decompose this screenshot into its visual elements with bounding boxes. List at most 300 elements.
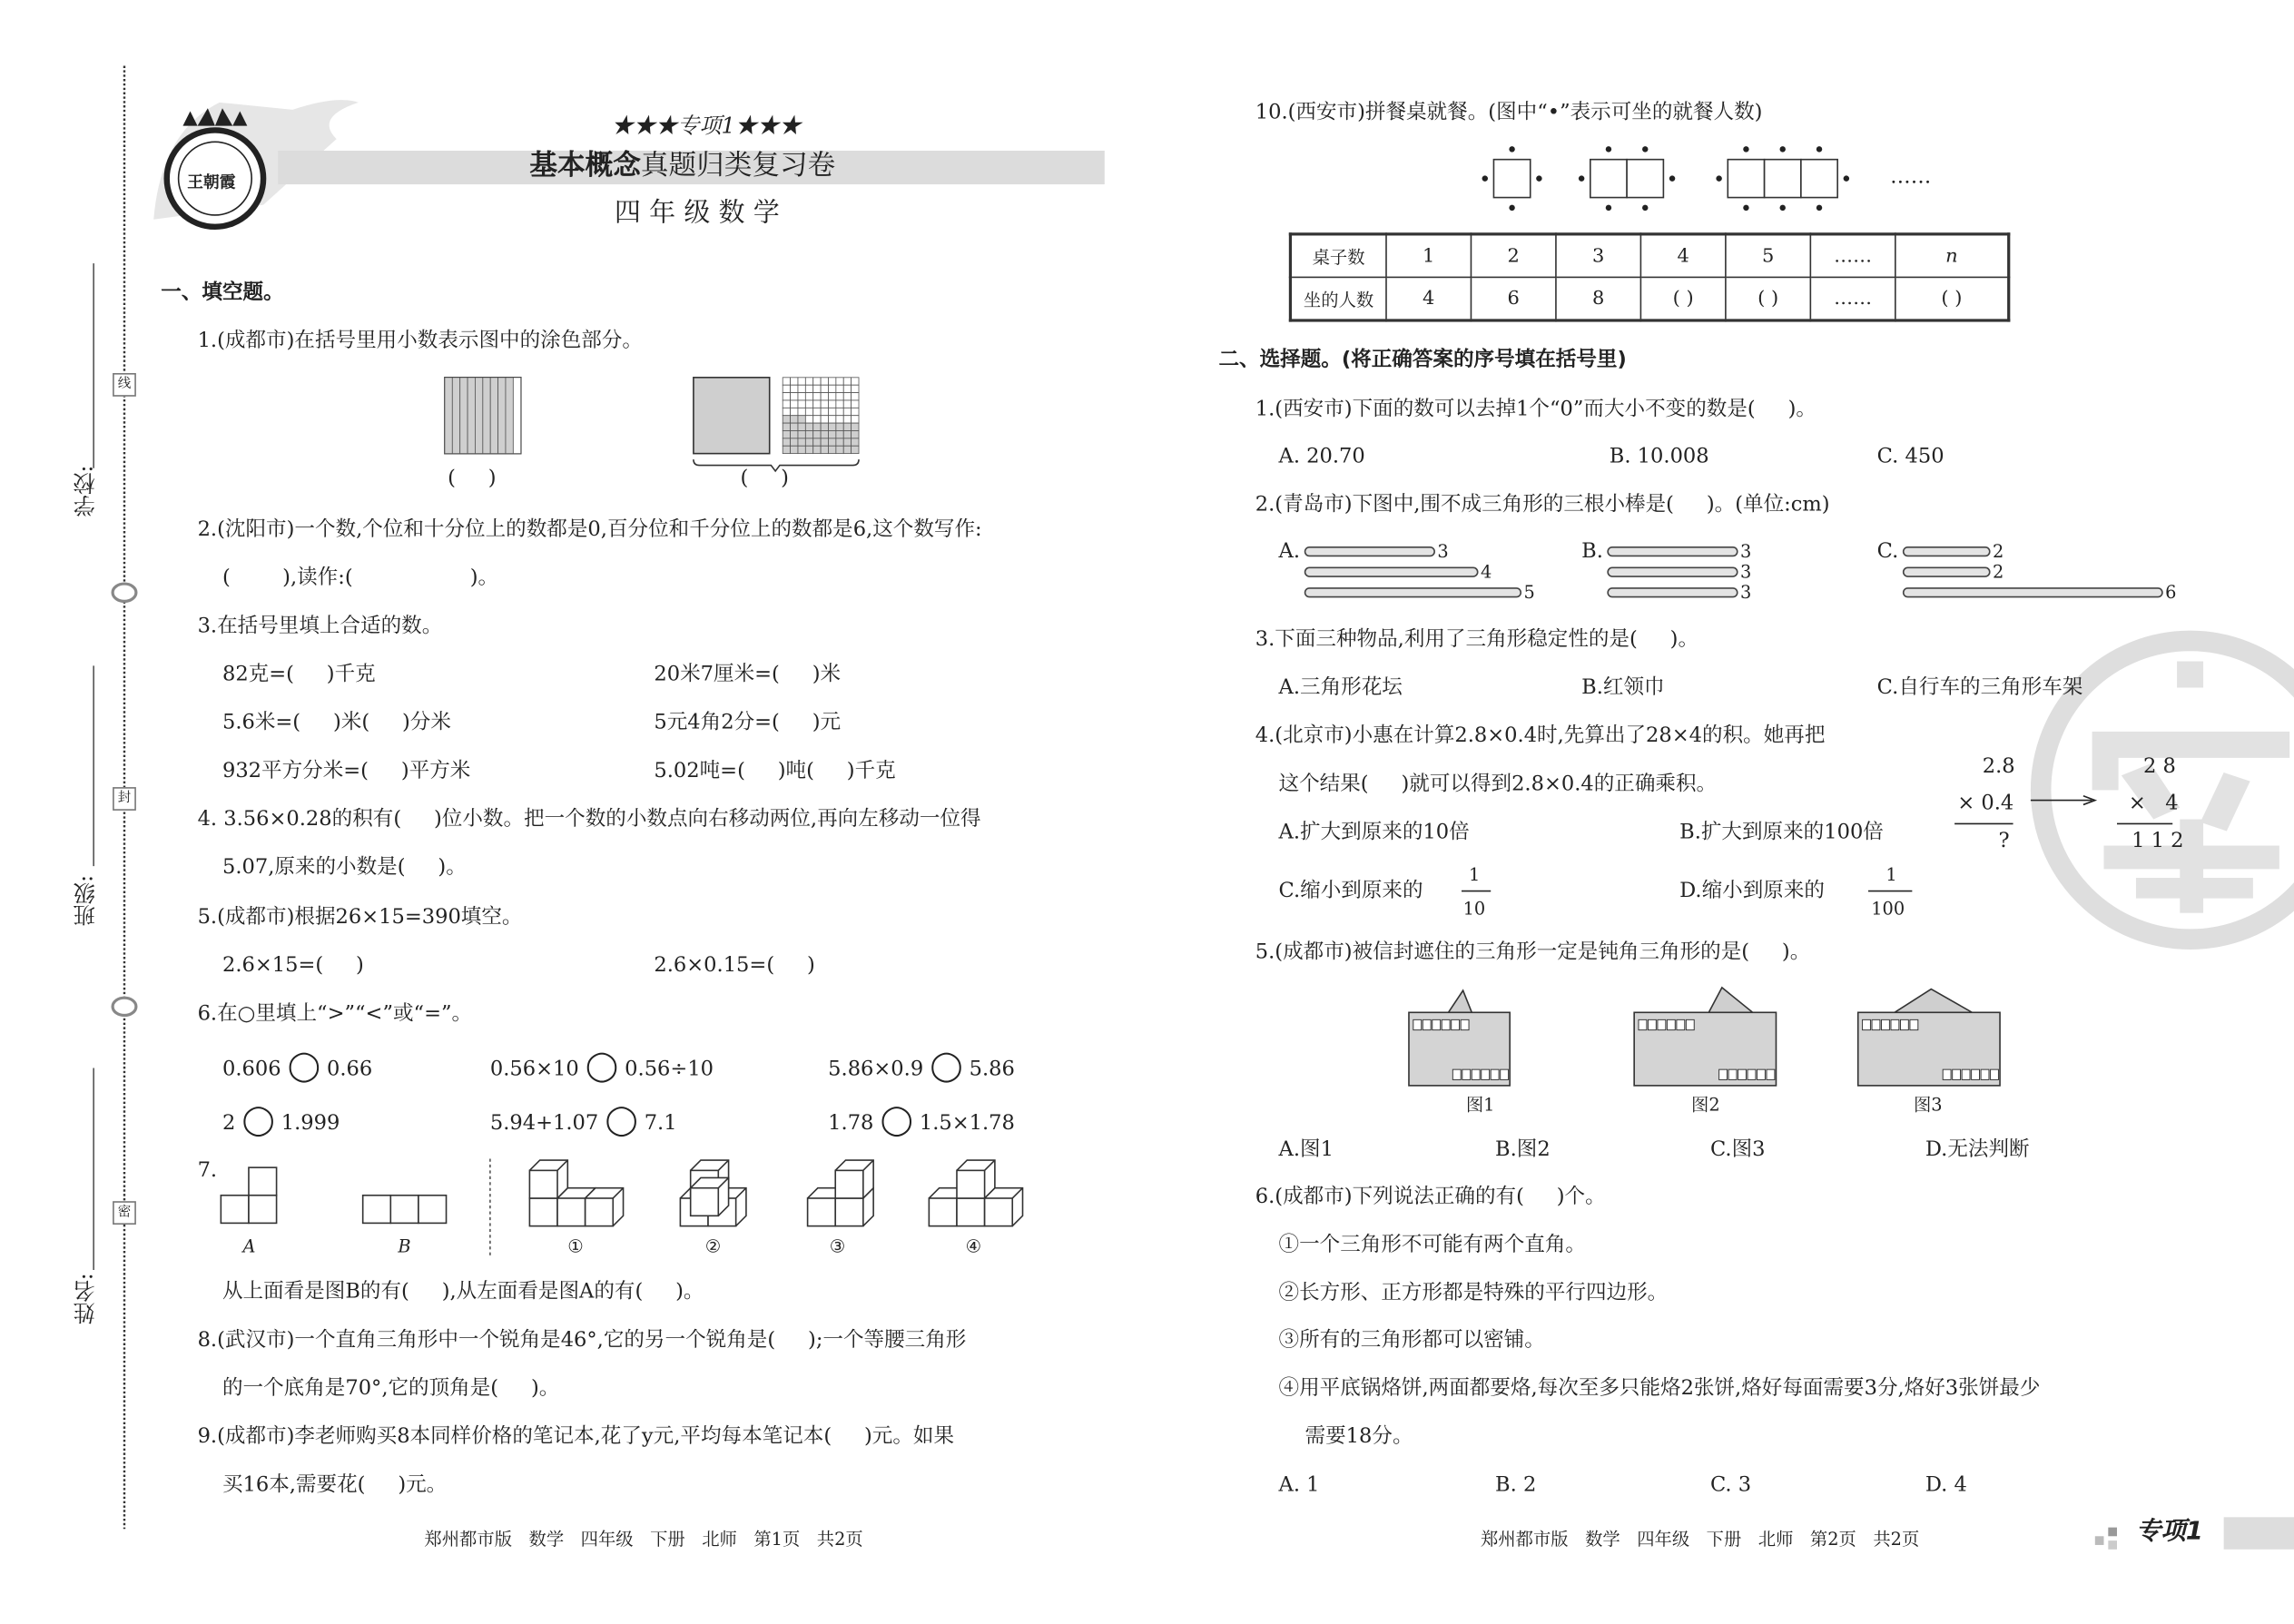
answer-circle[interactable]: ◯: [930, 1047, 963, 1083]
full-square: [694, 378, 770, 454]
grid-cell: [813, 446, 821, 453]
q7-label: B: [398, 1235, 411, 1257]
option: A.扩大到原来的10倍: [1278, 821, 1470, 844]
postcode-box: [1423, 1019, 1431, 1029]
seal-mark: 封: [113, 787, 136, 811]
grid-cell: [821, 400, 828, 408]
cube: [957, 1198, 985, 1226]
grid-cell: [805, 446, 812, 453]
option: C.图3: [1709, 1137, 1766, 1162]
question-2: 2.(沈阳市)一个数,个位和十分位上的数都是0,百分位和千分位上的数都是6,这个数写作:: [197, 517, 982, 542]
grid-cell: [828, 385, 835, 392]
seal-mark: 密: [113, 1201, 136, 1225]
postcode-box: [1900, 1019, 1908, 1029]
comparison-item: [222, 1101, 340, 1137]
grid-cell: [852, 423, 859, 430]
table-cell: 桌子数: [1290, 234, 1386, 278]
grid-cell: [798, 446, 805, 453]
stick-length: 4: [1480, 561, 1492, 583]
question-1: 1.(成都市)在括号里用小数表示图中的涂色部分。: [197, 329, 643, 353]
stick: [1904, 567, 1990, 576]
footer-right: 郑州都市版 数学 四年级 下册 北师 第2页 共2页: [1480, 1529, 1920, 1550]
comparison-left: 5.94+1.07: [489, 1111, 605, 1136]
stick: [1904, 588, 2162, 597]
fraction-numerator: 1: [1469, 864, 1481, 886]
answer-circle[interactable]: ◯: [605, 1101, 638, 1137]
seal-mark: 线: [113, 373, 136, 397]
grid-cell: [791, 430, 798, 438]
seat-dot: [1844, 175, 1849, 181]
postcode-box: [1910, 1019, 1918, 1029]
postcode-box: [1953, 1069, 1961, 1079]
section-multiple-choice: 二、选择题。(将正确答案的序号填在括号里): [1218, 348, 1627, 372]
option: B.扩大到原来的100倍: [1679, 821, 1884, 844]
seat-dot: [1780, 146, 1786, 152]
fraction-numerator: 1: [1885, 864, 1897, 886]
grid-cell: [783, 400, 790, 408]
grid-cell: [836, 430, 843, 438]
postcode-box: [1658, 1019, 1666, 1029]
postcode-box: [1972, 1069, 1980, 1079]
logo-text: 王朝霞: [187, 172, 236, 192]
grid-cell: [843, 393, 851, 400]
table-cell: 6: [1471, 277, 1555, 320]
postcode-box: [1648, 1019, 1656, 1029]
comparison-left: 2: [222, 1111, 242, 1136]
choice-5: 5.(成都市)被信封遮住的三角形一定是钝角三角形的是( )。: [1255, 940, 1811, 965]
grid-cell: [852, 446, 859, 453]
grid-cell: [821, 416, 828, 423]
grid-cell: [813, 430, 821, 438]
question-8-line2: 的一个底角是70°,它的顶角是( )。: [222, 1376, 560, 1401]
answer-circle[interactable]: ◯: [241, 1101, 275, 1137]
choice-3: 3.下面三种物品,利用了三角形稳定性的是( )。: [1255, 627, 1699, 652]
cube: [835, 1198, 863, 1226]
postcode-box: [1738, 1069, 1747, 1079]
strip: [460, 378, 468, 454]
strip: [452, 378, 459, 454]
option: B.: [1581, 539, 1603, 564]
seat-dot: [1509, 146, 1514, 152]
answer-blank[interactable]: ( ): [1640, 277, 1725, 320]
q5-item: 2.6×15=( ): [222, 953, 364, 978]
statement: ④用平底锅烙饼,两面都要烙,每次至多只能烙2张饼,烙好每面需要3分,烙好3张饼最少: [1278, 1376, 2041, 1401]
question-4-line2: 5.07,原来的小数是( )。: [222, 855, 467, 880]
postcode-box: [1482, 1069, 1490, 1079]
seat-dot: [1743, 146, 1748, 152]
grid-cell: [852, 408, 859, 415]
postcode-box: [1863, 1019, 1871, 1029]
stick: [1608, 567, 1738, 576]
comparison-right: 5.86: [962, 1058, 1015, 1082]
grid-cell: [852, 430, 859, 438]
grid-cell: [805, 430, 812, 438]
cube: [586, 1198, 614, 1226]
q10-table: [1289, 232, 2011, 321]
cube: [985, 1198, 1013, 1226]
grid-cell: [798, 378, 805, 385]
grid-cell: [852, 385, 859, 392]
option: C. 3: [1709, 1472, 1752, 1497]
page-title: [529, 149, 836, 182]
calc-result2: 1 1 2: [2132, 829, 2184, 853]
grid-cell: [828, 446, 835, 453]
statement: ②长方形、正方形都是特殊的平行四边形。: [1278, 1281, 1669, 1305]
stick-length: 3: [1739, 561, 1752, 583]
section-tab: 专项1: [2135, 1517, 2203, 1547]
q10-ellipsis: ……: [1890, 165, 1932, 189]
table-square: [1590, 160, 1627, 198]
grid-cell: [783, 416, 790, 423]
table-cell: 坐的人数: [1290, 277, 1386, 320]
strip: [483, 378, 490, 454]
cube: [835, 1170, 863, 1198]
comparison-left: 5.86×0.9: [828, 1058, 930, 1082]
q7-label: ③: [829, 1235, 846, 1257]
question-10: 10.(西安市)拼餐桌就餐。(图中“•”表示可坐的就餐人数): [1255, 101, 1763, 124]
strip: [475, 378, 482, 454]
grid-cell: [805, 416, 812, 423]
grid-cell: [798, 423, 805, 430]
stick-length: 6: [2165, 582, 2177, 604]
postcode-box: [1677, 1019, 1685, 1029]
grid-cell: [798, 400, 805, 408]
answer-circle[interactable]: ◯: [585, 1047, 619, 1083]
grid-cell: [791, 393, 798, 400]
seat-dot: [1509, 205, 1514, 211]
grid-cell: [852, 378, 859, 385]
choice-6: 6.(成都市)下列说法正确的有( )个。: [1255, 1185, 1606, 1209]
question-6: 6.在○里填上“>”“<”或“=”。: [197, 1002, 473, 1026]
option: C. 450: [1876, 444, 1944, 468]
grid-cell: [836, 438, 843, 446]
grid-cell: [828, 438, 835, 446]
stick-length: 3: [1437, 541, 1449, 562]
grid-cell: [813, 438, 821, 446]
grid-cell: [813, 400, 821, 408]
answer-blank[interactable]: ( ): [740, 467, 789, 490]
table-square: [1765, 160, 1801, 198]
grid-cell: [783, 423, 790, 430]
stick-length: 5: [1523, 582, 1535, 604]
grid-cell: [805, 400, 812, 408]
grid-cell: [852, 393, 859, 400]
table-square: [1728, 160, 1764, 198]
cube: [808, 1198, 836, 1226]
answer-blank[interactable]: ( ): [1726, 277, 1810, 320]
option: B. 2: [1495, 1472, 1537, 1497]
section-fill-in: 一、填空题。: [161, 281, 284, 305]
option: D.缩小到原来的: [1679, 879, 1825, 903]
stick-length: 2: [1992, 561, 2004, 583]
grid-cell: [843, 438, 851, 446]
cube: [957, 1170, 985, 1198]
grid-cell: [828, 416, 835, 423]
title-bold: 基本概念: [529, 149, 641, 182]
seat-dot: [1780, 205, 1786, 211]
postcode-box: [1767, 1069, 1775, 1079]
table-cell: 4: [1640, 234, 1725, 278]
postcode-box: [1433, 1019, 1441, 1029]
grid-cell: [813, 393, 821, 400]
triangle: [1708, 988, 1752, 1012]
strip: [498, 378, 506, 454]
grid-cell: [798, 385, 805, 392]
seat-dot: [1716, 175, 1721, 181]
ornament-icon: [113, 584, 136, 601]
cube: [529, 1170, 557, 1198]
comparison-right: 0.56÷10: [618, 1058, 714, 1082]
grid-cell: [821, 393, 828, 400]
stick: [1305, 547, 1435, 556]
grid-cell: [836, 423, 843, 430]
cube: [529, 1198, 557, 1226]
option: D.无法判断: [1925, 1137, 2030, 1162]
title-rest: 真题归类复习卷: [640, 149, 836, 182]
postcode-box: [1882, 1019, 1890, 1029]
option: B.图2: [1495, 1137, 1551, 1162]
grid-cell: [813, 416, 821, 423]
grid-cell: [843, 446, 851, 453]
calc-b: × 0.4: [1957, 791, 2014, 815]
comparison-left: 0.606: [222, 1058, 288, 1082]
q7-label: ④: [965, 1235, 982, 1257]
triangle: [1448, 990, 1472, 1012]
school-label: 学校:: [71, 465, 98, 517]
calc-d: × 4: [2128, 791, 2179, 815]
q5-item: 2.6×0.15=( ): [654, 953, 815, 978]
grid-cell: [821, 408, 828, 415]
seat-dot: [1669, 175, 1675, 181]
stick-length: 2: [1992, 541, 2004, 562]
grid-cell: [805, 438, 812, 446]
comparison-item: [489, 1047, 714, 1083]
grid-cell: [798, 416, 805, 423]
footer-left: 郑州都市版 数学 四年级 下册 北师 第1页 共2页: [424, 1529, 863, 1550]
q3-item: 20米7厘米=( )米: [654, 663, 842, 686]
postcode-box: [1872, 1019, 1880, 1029]
grid-cell: [836, 446, 843, 453]
figure-caption: 图2: [1691, 1094, 1720, 1116]
postcode-box: [1891, 1019, 1899, 1029]
grid-cell: [821, 385, 828, 392]
seat-dot: [1536, 175, 1541, 181]
grid-cell: [783, 408, 790, 415]
postcode-box: [1719, 1069, 1728, 1079]
cube: [929, 1198, 957, 1226]
name-label: 姓名:: [71, 1273, 98, 1324]
grid-cell: [828, 423, 835, 430]
comparison-right: 7.1: [637, 1111, 677, 1136]
postcode-box: [1501, 1069, 1509, 1079]
grid-cell: [843, 430, 851, 438]
table-cell: 3: [1556, 234, 1640, 278]
comparison-right: 1.999: [274, 1111, 340, 1136]
grid-cell: [852, 416, 859, 423]
grid-cell: [836, 408, 843, 415]
question-5: 5.(成都市)根据26×15=390填空。: [197, 905, 523, 930]
postcode-box: [1728, 1069, 1737, 1079]
seat-dot: [1642, 205, 1648, 211]
question-9: 9.(成都市)李老师购买8本同样价格的笔记本,花了y元,平均每本笔记本( )元。如果: [197, 1424, 955, 1449]
seat-dot: [1816, 146, 1822, 152]
stick: [1608, 547, 1738, 556]
comparison-right: 1.5×1.78: [912, 1111, 1015, 1136]
comparison-left: 0.56×10: [489, 1058, 586, 1082]
question-7: 7.: [197, 1158, 218, 1183]
statement-cont: 需要18分。: [1305, 1424, 1413, 1449]
grid-cell: [783, 393, 790, 400]
triangle: [1895, 989, 1972, 1013]
grid-cell: [852, 438, 859, 446]
cube: [557, 1198, 586, 1226]
grid-cell: [821, 446, 828, 453]
table-cell: ……: [1810, 234, 1895, 278]
table-row: [1290, 277, 2008, 320]
grid-cell: [828, 430, 835, 438]
q3-item: 932平方分米=( )平方米: [222, 759, 471, 783]
grid-cell: [791, 416, 798, 423]
grid-cell: [783, 438, 790, 446]
grid-cell: [798, 393, 805, 400]
square: [221, 1196, 249, 1224]
grid-cell: [813, 385, 821, 392]
question-7-line2: 从上面看是图B的有( ),从左面看是图A的有( )。: [222, 1280, 704, 1304]
grid-cell: [821, 423, 828, 430]
answer-blank[interactable]: ( ): [1895, 277, 2009, 320]
table-square: [1801, 160, 1837, 198]
option: A.: [1278, 539, 1301, 564]
page-subtitle: 四 年 级 数 学: [614, 197, 780, 229]
stick-length: 3: [1739, 582, 1752, 604]
watermark-glyph: [2092, 661, 2290, 912]
grid-cell: [798, 438, 805, 446]
calc-a: 2.8: [1982, 754, 2015, 779]
grid-cell: [813, 423, 821, 430]
option: B. 10.008: [1609, 444, 1709, 468]
postcode-box: [1491, 1069, 1499, 1079]
option: C.自行车的三角形车架: [1876, 675, 2083, 700]
seat-dot: [1642, 146, 1648, 152]
seat-dot: [1606, 205, 1611, 211]
grid-cell: [843, 385, 851, 392]
grid-cell: [843, 400, 851, 408]
tab-decoration: [0, 0, 15, 15]
grid-cell: [791, 385, 798, 392]
q3-item: 5.6米=( )米( )分米: [222, 711, 451, 735]
postcode-box: [1991, 1069, 1999, 1079]
choice-4: 4.(北京市)小惠在计算2.8×0.4时,先算出了28×4的积。她再把: [1255, 723, 1826, 748]
grid-cell: [805, 393, 812, 400]
question-9-line2: 买16本,需要花( )元。: [222, 1472, 448, 1497]
comparison-right: 0.66: [320, 1058, 373, 1082]
comparison-left: 1.78: [828, 1111, 881, 1136]
postcode-box: [1452, 1069, 1461, 1079]
table-square: [1493, 160, 1530, 198]
grid-cell: [843, 408, 851, 415]
grid-cell: [798, 408, 805, 415]
calc-c: 2 8: [2142, 754, 2176, 779]
grid-cell: [843, 423, 851, 430]
class-label: 班级:: [71, 874, 98, 927]
grid-cell: [821, 378, 828, 385]
figure-caption: 图3: [1913, 1094, 1943, 1116]
ornament-icon: [113, 998, 136, 1015]
seat-dot: [1579, 175, 1584, 181]
square: [249, 1167, 277, 1196]
grid-cell: [805, 385, 812, 392]
grid-cell: [813, 378, 821, 385]
grid-cell: [791, 423, 798, 430]
strip: [490, 378, 497, 454]
postcode-box: [1667, 1019, 1675, 1029]
option: A.三角形花坛: [1278, 675, 1403, 700]
answer-blank[interactable]: ( ): [448, 467, 497, 490]
grid-cell: [843, 378, 851, 385]
stick: [1305, 567, 1478, 576]
postcode-box: [1639, 1019, 1647, 1029]
option: B.红领巾: [1581, 675, 1665, 700]
strip: [468, 378, 475, 454]
grid-cell: [791, 408, 798, 415]
fraction-denominator: 10: [1462, 898, 1486, 920]
table-cell: 8: [1556, 277, 1640, 320]
seat-dot: [1816, 205, 1822, 211]
table-row: [1290, 234, 2008, 278]
grid-cell: [791, 400, 798, 408]
table-cell: 1: [1386, 234, 1471, 278]
comparison-item: [222, 1047, 373, 1083]
q7-label: A: [242, 1235, 256, 1257]
grid-cell: [836, 393, 843, 400]
grid-cell: [828, 400, 835, 408]
grid-cell: [821, 430, 828, 438]
strip: [445, 378, 452, 454]
postcode-box: [1461, 1019, 1469, 1029]
strip: [513, 378, 520, 454]
q7-label: ②: [704, 1235, 722, 1257]
table-square: [1627, 160, 1663, 198]
answer-circle[interactable]: ◯: [880, 1101, 913, 1137]
figure-caption: 图1: [1465, 1094, 1495, 1116]
postcode-box: [1462, 1069, 1471, 1079]
q7-label: ①: [567, 1235, 584, 1257]
postcode-box: [1452, 1019, 1460, 1029]
option: A. 1: [1278, 1472, 1320, 1497]
statement: ①一个三角形不可能有两个直角。: [1278, 1233, 1586, 1257]
grid-cell: [843, 416, 851, 423]
square: [418, 1196, 447, 1224]
choice-4-line2: 这个结果( )就可以得到2.8×0.4的正确乘积。: [1278, 772, 1718, 796]
postcode-box: [1442, 1019, 1450, 1029]
option: A.图1: [1278, 1137, 1334, 1162]
seat-dot: [1482, 175, 1488, 181]
answer-circle[interactable]: ◯: [287, 1047, 320, 1083]
grid-cell: [783, 430, 790, 438]
question-3: 3.在括号里填上合适的数。: [197, 614, 443, 638]
square: [363, 1196, 391, 1224]
grid-cell: [798, 430, 805, 438]
stick: [1305, 588, 1521, 597]
q3-item: 5.02吨=( )吨( )千克: [654, 759, 896, 783]
option: C.: [1876, 539, 1899, 564]
stick-length: 3: [1739, 541, 1752, 562]
postcode-box: [1748, 1069, 1756, 1079]
strip: [506, 378, 513, 454]
grid-cell: [852, 400, 859, 408]
question-8: 8.(武汉市)一个直角三角形中一个锐角是46°,它的另一个锐角是( );一个等腰三角形: [197, 1328, 967, 1353]
table-cell: 5: [1726, 234, 1810, 278]
